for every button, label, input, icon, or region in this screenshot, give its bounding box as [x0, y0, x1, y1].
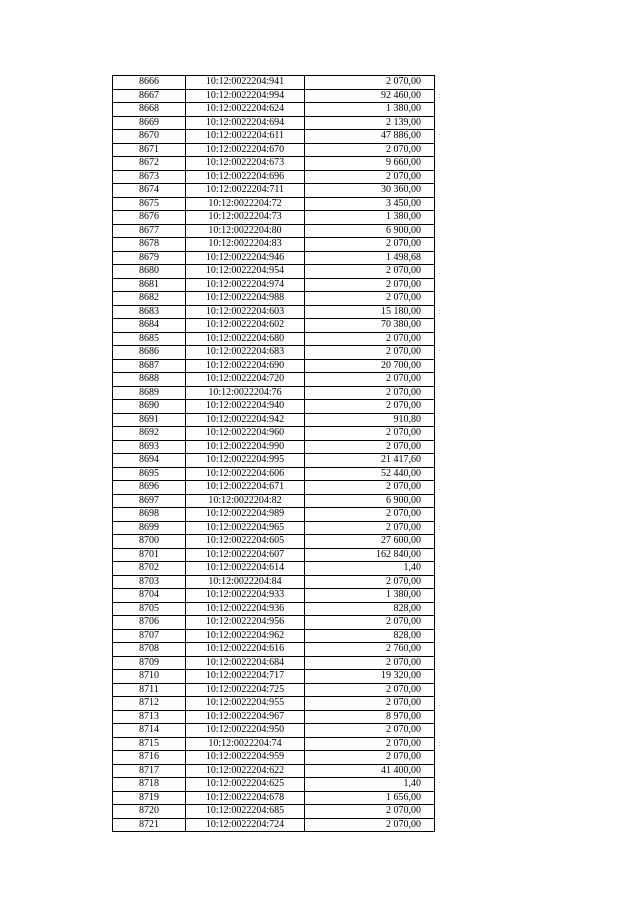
table-row — [113, 305, 435, 319]
cadastral-number-cell: 10:12:0022204:954 — [186, 265, 305, 279]
amount-cell: 910,80 — [305, 413, 435, 427]
cadastral-number-cell: 10:12:0022204:611 — [186, 130, 305, 144]
cadastral-number-cell: 10:12:0022204:967 — [186, 710, 305, 724]
row-number-cell: 8672 — [113, 157, 186, 171]
table-row — [113, 818, 435, 832]
row-number-cell: 8719 — [113, 791, 186, 805]
table-row — [113, 791, 435, 805]
row-number-cell: 8683 — [113, 305, 186, 319]
cadastral-number-cell: 10:12:0022204:614 — [186, 562, 305, 576]
table-row — [113, 805, 435, 819]
table-row — [113, 346, 435, 360]
cadastral-number-cell: 10:12:0022204:962 — [186, 629, 305, 643]
row-number-cell: 8701 — [113, 548, 186, 562]
amount-cell: 2 070,00 — [305, 373, 435, 387]
row-number-cell: 8691 — [113, 413, 186, 427]
row-number-cell: 8677 — [113, 224, 186, 238]
table-row — [113, 683, 435, 697]
cadastral-number-cell: 10:12:0022204:959 — [186, 751, 305, 765]
table-row — [113, 481, 435, 495]
table-row — [113, 440, 435, 454]
row-number-cell: 8699 — [113, 521, 186, 535]
cadastral-number-cell: 10:12:0022204:988 — [186, 292, 305, 306]
amount-cell: 41 400,00 — [305, 764, 435, 778]
cadastral-number-cell: 10:12:0022204:942 — [186, 413, 305, 427]
cadastral-number-cell: 10:12:0022204:624 — [186, 103, 305, 117]
amount-cell: 1 380,00 — [305, 589, 435, 603]
row-number-cell: 8697 — [113, 494, 186, 508]
table-row — [113, 89, 435, 103]
amount-cell: 2 070,00 — [305, 805, 435, 819]
amount-cell: 2 070,00 — [305, 818, 435, 832]
row-number-cell: 8692 — [113, 427, 186, 441]
cadastral-number-cell: 10:12:0022204:950 — [186, 724, 305, 738]
row-number-cell: 8685 — [113, 332, 186, 346]
cadastral-number-cell: 10:12:0022204:73 — [186, 211, 305, 225]
table-row — [113, 724, 435, 738]
row-number-cell: 8717 — [113, 764, 186, 778]
amount-cell: 2 070,00 — [305, 616, 435, 630]
cadastral-number-cell: 10:12:0022204:956 — [186, 616, 305, 630]
cadastral-number-cell: 10:12:0022204:685 — [186, 805, 305, 819]
table-row — [113, 238, 435, 252]
table-row — [113, 562, 435, 576]
amount-cell: 2 139,00 — [305, 116, 435, 130]
cadastral-number-cell: 10:12:0022204:80 — [186, 224, 305, 238]
row-number-cell: 8679 — [113, 251, 186, 265]
row-number-cell: 8716 — [113, 751, 186, 765]
cadastral-number-cell: 10:12:0022204:671 — [186, 481, 305, 495]
amount-cell: 2 070,00 — [305, 683, 435, 697]
amount-cell: 2 070,00 — [305, 508, 435, 522]
amount-cell: 2 070,00 — [305, 481, 435, 495]
amount-cell: 1 380,00 — [305, 103, 435, 117]
table-row — [113, 157, 435, 171]
row-number-cell: 8688 — [113, 373, 186, 387]
table-row — [113, 224, 435, 238]
amount-cell: 1 498,68 — [305, 251, 435, 265]
table-row — [113, 602, 435, 616]
table-row — [113, 143, 435, 157]
amount-cell: 20 700,00 — [305, 359, 435, 373]
cadastral-number-cell: 10:12:0022204:605 — [186, 535, 305, 549]
row-number-cell: 8693 — [113, 440, 186, 454]
cadastral-number-cell: 10:12:0022204:960 — [186, 427, 305, 441]
cadastral-number-cell: 10:12:0022204:955 — [186, 697, 305, 711]
cadastral-number-cell: 10:12:0022204:683 — [186, 346, 305, 360]
row-number-cell: 8668 — [113, 103, 186, 117]
amount-cell: 2 760,00 — [305, 643, 435, 657]
amount-cell: 2 070,00 — [305, 724, 435, 738]
amount-cell: 2 070,00 — [305, 521, 435, 535]
table-row — [113, 737, 435, 751]
table-row — [113, 467, 435, 481]
cadastral-number-cell: 10:12:0022204:965 — [186, 521, 305, 535]
table-row — [113, 629, 435, 643]
table-row — [113, 319, 435, 333]
cadastral-number-cell: 10:12:0022204:994 — [186, 89, 305, 103]
amount-cell: 21 417,60 — [305, 454, 435, 468]
cadastral-number-cell: 10:12:0022204:606 — [186, 467, 305, 481]
row-number-cell: 8676 — [113, 211, 186, 225]
row-number-cell: 8714 — [113, 724, 186, 738]
row-number-cell: 8700 — [113, 535, 186, 549]
cadastral-number-cell: 10:12:0022204:74 — [186, 737, 305, 751]
cadastral-number-cell: 10:12:0022204:696 — [186, 170, 305, 184]
cadastral-number-cell: 10:12:0022204:941 — [186, 76, 305, 90]
amount-cell: 2 070,00 — [305, 737, 435, 751]
table-row — [113, 413, 435, 427]
cadastral-number-cell: 10:12:0022204:684 — [186, 656, 305, 670]
table-row — [113, 386, 435, 400]
amount-cell: 828,00 — [305, 602, 435, 616]
cadastral-number-cell: 10:12:0022204:720 — [186, 373, 305, 387]
amount-cell: 828,00 — [305, 629, 435, 643]
table-row — [113, 575, 435, 589]
amount-cell: 2 070,00 — [305, 346, 435, 360]
row-number-cell: 8695 — [113, 467, 186, 481]
cadastral-number-cell: 10:12:0022204:725 — [186, 683, 305, 697]
amount-cell: 3 450,00 — [305, 197, 435, 211]
amount-cell: 9 660,00 — [305, 157, 435, 171]
table-row — [113, 170, 435, 184]
amount-cell: 1 656,00 — [305, 791, 435, 805]
table-row — [113, 589, 435, 603]
table-row — [113, 751, 435, 765]
table-row — [113, 764, 435, 778]
amount-cell: 30 360,00 — [305, 184, 435, 198]
row-number-cell: 8690 — [113, 400, 186, 414]
table-row — [113, 454, 435, 468]
cadastral-number-cell: 10:12:0022204:724 — [186, 818, 305, 832]
row-number-cell: 8694 — [113, 454, 186, 468]
amount-cell: 2 070,00 — [305, 292, 435, 306]
amount-cell: 47 886,00 — [305, 130, 435, 144]
row-number-cell: 8698 — [113, 508, 186, 522]
row-number-cell: 8696 — [113, 481, 186, 495]
row-number-cell: 8703 — [113, 575, 186, 589]
cadastral-number-cell: 10:12:0022204:990 — [186, 440, 305, 454]
row-number-cell: 8710 — [113, 670, 186, 684]
cadastral-number-cell: 10:12:0022204:711 — [186, 184, 305, 198]
table-row — [113, 535, 435, 549]
amount-cell: 70 380,00 — [305, 319, 435, 333]
row-number-cell: 8709 — [113, 656, 186, 670]
row-number-cell: 8667 — [113, 89, 186, 103]
cadastral-number-cell: 10:12:0022204:717 — [186, 670, 305, 684]
cadastral-number-cell: 10:12:0022204:940 — [186, 400, 305, 414]
row-number-cell: 8718 — [113, 778, 186, 792]
amount-cell: 2 070,00 — [305, 751, 435, 765]
cadastral-number-cell: 10:12:0022204:82 — [186, 494, 305, 508]
amount-cell: 2 070,00 — [305, 386, 435, 400]
row-number-cell: 8689 — [113, 386, 186, 400]
row-number-cell: 8721 — [113, 818, 186, 832]
row-number-cell: 8684 — [113, 319, 186, 333]
amount-cell: 2 070,00 — [305, 170, 435, 184]
row-number-cell: 8713 — [113, 710, 186, 724]
cadastral-number-cell: 10:12:0022204:946 — [186, 251, 305, 265]
row-number-cell: 8669 — [113, 116, 186, 130]
amount-cell: 2 070,00 — [305, 278, 435, 292]
amount-cell: 27 600,00 — [305, 535, 435, 549]
amount-cell: 2 070,00 — [305, 656, 435, 670]
table-row — [113, 116, 435, 130]
cadastral-number-cell: 10:12:0022204:678 — [186, 791, 305, 805]
amount-cell: 1 380,00 — [305, 211, 435, 225]
amount-cell: 2 070,00 — [305, 76, 435, 90]
table-row — [113, 548, 435, 562]
row-number-cell: 8670 — [113, 130, 186, 144]
amount-cell: 2 070,00 — [305, 575, 435, 589]
amount-cell: 2 070,00 — [305, 697, 435, 711]
cadastral-number-cell: 10:12:0022204:72 — [186, 197, 305, 211]
cadastral-number-cell: 10:12:0022204:83 — [186, 238, 305, 252]
row-number-cell: 8707 — [113, 629, 186, 643]
table-row — [113, 656, 435, 670]
table-row — [113, 521, 435, 535]
table-row — [113, 427, 435, 441]
amount-cell: 52 440,00 — [305, 467, 435, 481]
amount-cell: 2 070,00 — [305, 238, 435, 252]
cadastral-number-cell: 10:12:0022204:622 — [186, 764, 305, 778]
cadastral-number-cell: 10:12:0022204:84 — [186, 575, 305, 589]
cadastral-number-cell: 10:12:0022204:680 — [186, 332, 305, 346]
row-number-cell: 8715 — [113, 737, 186, 751]
cadastral-number-cell: 10:12:0022204:694 — [186, 116, 305, 130]
table-row — [113, 292, 435, 306]
row-number-cell: 8711 — [113, 683, 186, 697]
table-row — [113, 197, 435, 211]
row-number-cell: 8675 — [113, 197, 186, 211]
table-row — [113, 778, 435, 792]
table-row — [113, 278, 435, 292]
table-row — [113, 670, 435, 684]
row-number-cell: 8687 — [113, 359, 186, 373]
row-number-cell: 8682 — [113, 292, 186, 306]
amount-cell: 2 070,00 — [305, 427, 435, 441]
amount-cell: 15 180,00 — [305, 305, 435, 319]
cadastral-number-cell: 10:12:0022204:607 — [186, 548, 305, 562]
amount-cell: 2 070,00 — [305, 440, 435, 454]
row-number-cell: 8671 — [113, 143, 186, 157]
cadastral-number-cell: 10:12:0022204:625 — [186, 778, 305, 792]
data-table — [112, 75, 435, 832]
table-row — [113, 332, 435, 346]
cadastral-number-cell: 10:12:0022204:602 — [186, 319, 305, 333]
table-body — [113, 76, 435, 832]
table-row — [113, 494, 435, 508]
row-number-cell: 8666 — [113, 76, 186, 90]
table-row — [113, 184, 435, 198]
row-number-cell: 8704 — [113, 589, 186, 603]
table-row — [113, 251, 435, 265]
row-number-cell: 8673 — [113, 170, 186, 184]
amount-cell: 1,40 — [305, 778, 435, 792]
row-number-cell: 8706 — [113, 616, 186, 630]
cadastral-number-cell: 10:12:0022204:616 — [186, 643, 305, 657]
row-number-cell: 8674 — [113, 184, 186, 198]
table-row — [113, 710, 435, 724]
row-number-cell: 8720 — [113, 805, 186, 819]
table-row — [113, 616, 435, 630]
amount-cell: 2 070,00 — [305, 400, 435, 414]
row-number-cell: 8680 — [113, 265, 186, 279]
row-number-cell: 8702 — [113, 562, 186, 576]
cadastral-number-cell: 10:12:0022204:974 — [186, 278, 305, 292]
cadastral-number-cell: 10:12:0022204:933 — [186, 589, 305, 603]
row-number-cell: 8686 — [113, 346, 186, 360]
table-row — [113, 400, 435, 414]
cadastral-number-cell: 10:12:0022204:603 — [186, 305, 305, 319]
amount-cell: 8 970,00 — [305, 710, 435, 724]
table-row — [113, 211, 435, 225]
table-row — [113, 373, 435, 387]
row-number-cell: 8705 — [113, 602, 186, 616]
amount-cell: 6 900,00 — [305, 224, 435, 238]
table-row — [113, 76, 435, 90]
table-row — [113, 103, 435, 117]
cadastral-number-cell: 10:12:0022204:989 — [186, 508, 305, 522]
row-number-cell: 8708 — [113, 643, 186, 657]
row-number-cell: 8712 — [113, 697, 186, 711]
cadastral-number-cell: 10:12:0022204:76 — [186, 386, 305, 400]
cadastral-number-cell: 10:12:0022204:936 — [186, 602, 305, 616]
amount-cell: 2 070,00 — [305, 143, 435, 157]
table-row — [113, 508, 435, 522]
cadastral-number-cell: 10:12:0022204:673 — [186, 157, 305, 171]
table-row — [113, 130, 435, 144]
amount-cell: 162 840,00 — [305, 548, 435, 562]
row-number-cell: 8681 — [113, 278, 186, 292]
amount-cell: 2 070,00 — [305, 265, 435, 279]
table-row — [113, 643, 435, 657]
cadastral-number-cell: 10:12:0022204:670 — [186, 143, 305, 157]
table-row — [113, 359, 435, 373]
table-row — [113, 265, 435, 279]
cadastral-number-cell: 10:12:0022204:995 — [186, 454, 305, 468]
amount-cell: 6 900,00 — [305, 494, 435, 508]
amount-cell: 19 320,00 — [305, 670, 435, 684]
row-number-cell: 8678 — [113, 238, 186, 252]
cadastral-number-cell: 10:12:0022204:690 — [186, 359, 305, 373]
amount-cell: 1,40 — [305, 562, 435, 576]
amount-cell: 2 070,00 — [305, 332, 435, 346]
table-row — [113, 697, 435, 711]
amount-cell: 92 460,00 — [305, 89, 435, 103]
